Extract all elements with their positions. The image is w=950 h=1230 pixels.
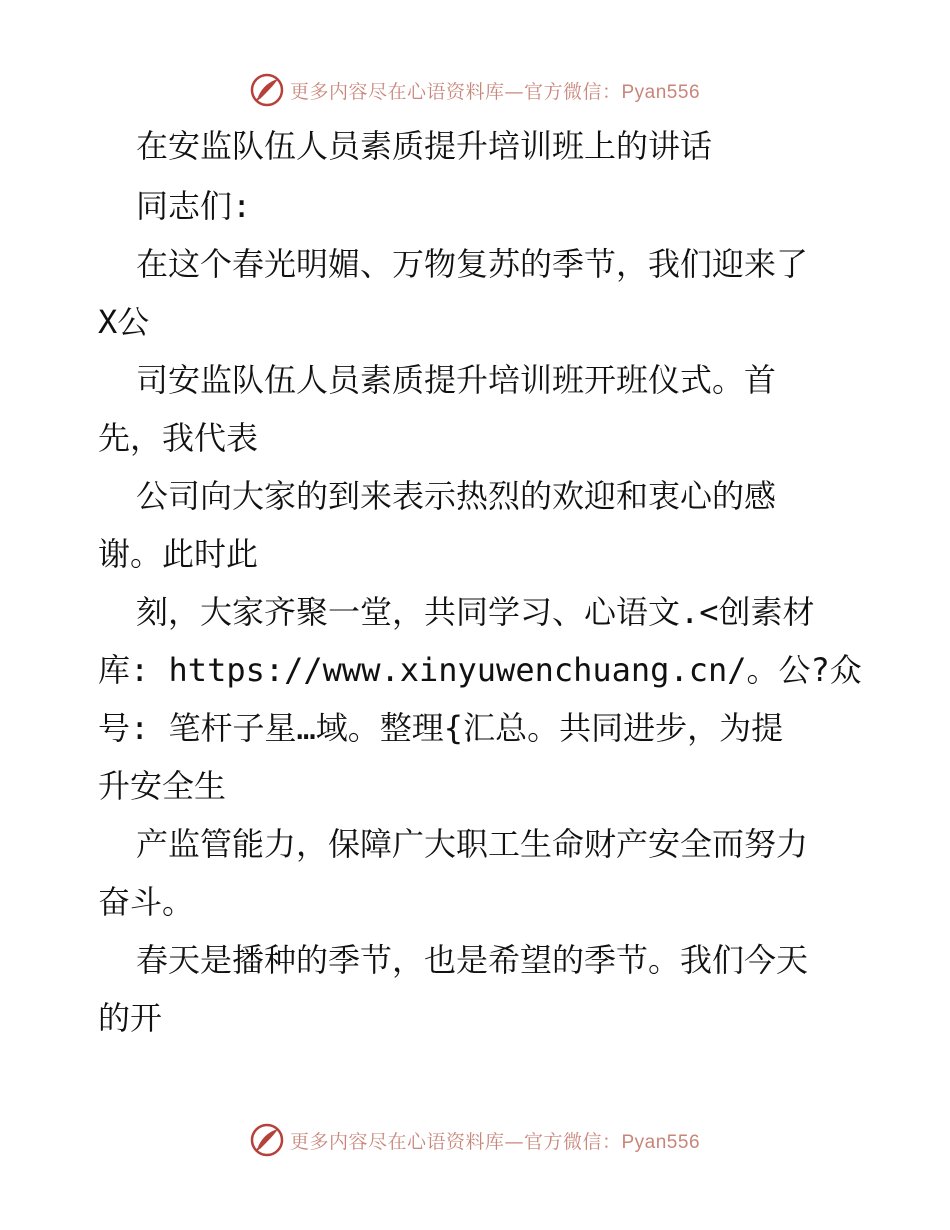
document-title: 在安监队伍人员素质提升培训班上的讲话 [136,127,713,165]
wechat-id: Pyan556 [621,81,701,103]
quill-logo-icon [250,1123,284,1157]
header-banner [0,70,950,110]
paragraph-line: 春天是播种的季节，也是希望的季节。我们今天 [136,941,809,979]
paragraph-line: X公 [98,303,150,341]
paragraph-line: 奋斗。 [98,883,195,921]
paragraph-line: 产监管能力，保障广大职工生命财产安全而努力 [136,825,809,863]
paragraph-line: 的开 [98,999,163,1037]
paragraph-line: 在这个春光明媚、万物复苏的季节，我们迎来了 [136,245,809,283]
quill-logo-icon [250,73,284,107]
paragraph-line: 公司向大家的到来表示热烈的欢迎和衷心的感 [136,477,777,515]
paragraph-line: 号: 笔杆子星…域。整理{汇总。共同进步，为提 [98,709,784,747]
paragraph-line: 升安全生 [98,767,227,805]
paragraph-line: 刻，大家齐聚一堂，共同学习、心语文.<创素材 [136,593,815,631]
paragraph-line: 先，我代表 [98,419,259,457]
paragraph-line: 库: https://www.xinyuwenchuang.cn/。公?众 [98,651,862,689]
greeting: 同志们: [136,187,252,225]
footer-banner [0,1120,950,1160]
paragraph-line: 谢。此时此 [98,535,259,573]
paragraph-line: 司安监队伍人员素质提升培训班开班仪式。首 [136,361,777,399]
banner-text: 更多内容尽在心语资料库—官方微信：Pyan556 [289,1130,701,1153]
wechat-id: Pyan556 [621,1131,701,1153]
banner-text: 更多内容尽在心语资料库—官方微信：Pyan556 [289,80,701,103]
